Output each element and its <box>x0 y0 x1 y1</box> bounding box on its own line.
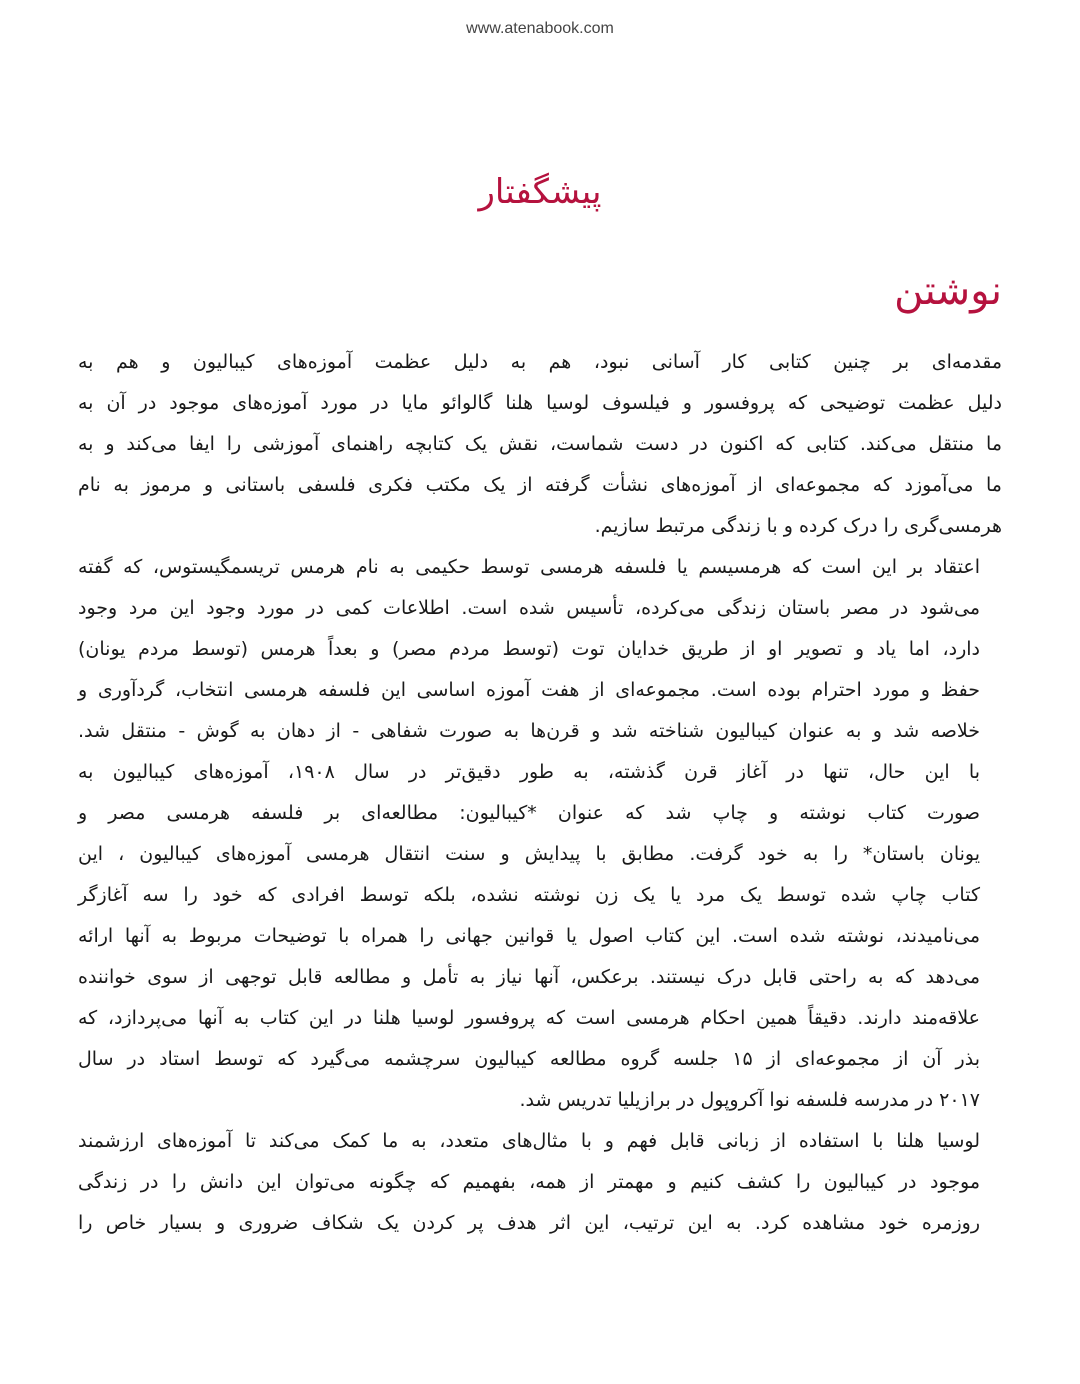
text-line: کتاب چاپ شده توسط یک مرد یا یک زن نوشته نشده، بلکه توسط افرادی که خود را سه آغازگر <box>78 884 980 906</box>
text-line: می‌شود در مصر باستان زندگی می‌کرده، تأسیس شده است. اطلاعات کمی در مورد وجود این مرد وجود <box>78 597 980 619</box>
site-url: www.atenabook.com <box>466 20 614 37</box>
text-line: علاقه‌مند دارند. دقیقاً همین احکام هرمسی است که پروفسور لوسیا هلنا در این کتاب به آنها می‌پردازد، که <box>78 1007 980 1029</box>
text-line: یونان باستان* را به خود گرفت. مطابق با پیدایش و سنت انتقال هرمسی آموزه‌های کیبالیون ، این <box>78 843 980 865</box>
section-title: نوشتن <box>894 268 1002 314</box>
paragraph-1 <box>78 342 1002 547</box>
paragraph-3 <box>78 752 1002 1121</box>
text-line: اعتقاد بر این است که هرمسیسم یا فلسفه هرمسی توسط حکیمی به نام هرمس تریسمگیستوس، که گفته <box>78 556 980 578</box>
body-text <box>78 342 1002 1244</box>
text-line: روزمره خود مشاهده کرد. به این ترتیب، این اثر هدف پر کردن یک شکاف ضروری و بسیار خاص را <box>78 1212 980 1234</box>
text-line: می‌نامیدند، نوشته شده است. این کتاب اصول یا قوانین جهانی را همراه با توضیحات مربوط به آنها ارائه <box>78 925 980 947</box>
paragraph-4 <box>78 1121 1002 1244</box>
text-line: هرمسی‌گری را درک کرده و با زندگی مرتبط سازیم. <box>594 515 1002 537</box>
text-line: ما منتقل می‌کند. کتابی که اکنون در دست شماست، نقش یک کتابچه راهنمای آموزشی را ایفا می‌کند و به <box>78 433 1002 455</box>
text-line: می‌دهد که به راحتی قابل درک نیستند. برعکس، آنها نیاز به تأمل و مطالعه قابل توجهی از سوی خواننده <box>78 966 980 988</box>
paragraph-2 <box>78 547 1002 752</box>
text-line: خلاصه شد و به عنوان کیبالیون شناخته شد و قرن‌ها به صورت شفاهی - از دهان به گوش - منتقل شد. <box>78 720 980 742</box>
text-line: حفظ و مورد احترام بوده است. مجموعه‌ای از هفت آموزه اساسی این فلسفه هرمسی انتخاب، گردآوری و <box>78 679 980 701</box>
text-line: لوسیا هلنا با استفاده از زبانی قابل فهم و با مثال‌های متعدد، به ما کمک می‌کند تا آموزه‌های ارزشمند <box>78 1130 980 1152</box>
text-line: مقدمه‌ای بر چنین کتابی کار آسانی نبود، هم به دلیل عظمت آموزه‌های کیبالیون و هم به <box>78 351 1002 373</box>
text-line: ما می‌آموزد که مجموعه‌ای از آموزه‌های نشأت گرفته از یک مکتب فکری فلسفی باستانی و مرموز به نام <box>78 474 1002 496</box>
text-line: موجود در کیبالیون را کشف کنیم و مهمتر از همه، بفهمیم که چگونه می‌توان این دانش را در زندگی <box>78 1171 980 1193</box>
chapter-title: پیشگفتار <box>478 172 602 212</box>
text-line: دلیل عظمت توضیحی که پروفسور و فیلسوف لوسیا هلنا گالوائو مایا در مورد آموزه‌های موجود در آن به <box>78 392 1002 414</box>
text-line: صورت کتاب نوشته و چاپ شد که عنوان *کیبالیون: مطالعه‌ای بر فلسفه هرمسی مصر و <box>78 802 980 824</box>
text-line: با این حال، تنها در آغاز قرن گذشته، به طور دقیق‌تر در سال ۱۹۰۸، آموزه‌های کیبالیون به <box>78 761 980 783</box>
text-line: ۲۰۱۷ در مدرسه فلسفه نوا آکروپول در برازیلیا تدریس شد. <box>519 1089 980 1111</box>
text-line: بذر آن از مجموعه‌ای از ۱۵ جلسه گروه مطالعه کیبالیون سرچشمه می‌گیرد که توسط استاد در سال <box>78 1048 980 1070</box>
text-line: دارد، اما یاد و تصویر او از طریق خدایان توت (توسط مردم مصر) و بعداً هرمس (توسط مردم یونان) <box>78 638 980 660</box>
